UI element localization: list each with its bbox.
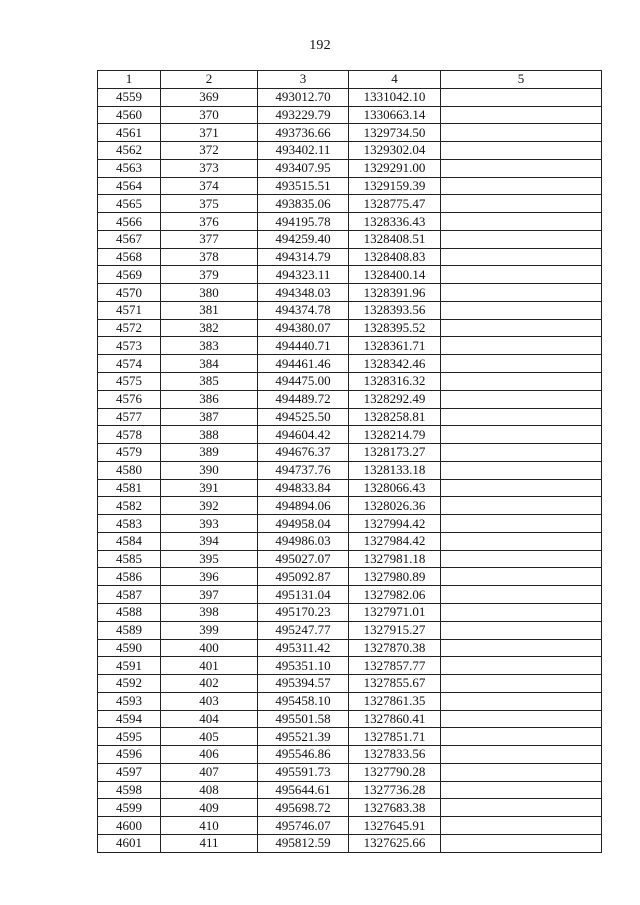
row-number-cell: 4599 xyxy=(98,799,161,817)
column-header: 5 xyxy=(441,71,602,89)
x-coordinate-cell: 495394.57 xyxy=(258,675,349,693)
point-number-cell: 380 xyxy=(161,284,258,302)
row-number-cell: 4568 xyxy=(98,248,161,266)
point-number-cell: 370 xyxy=(161,106,258,124)
notes-cell xyxy=(441,284,602,302)
point-number-cell: 400 xyxy=(161,639,258,657)
y-coordinate-cell: 1327980.89 xyxy=(349,568,441,586)
row-number-cell: 4598 xyxy=(98,781,161,799)
y-coordinate-cell: 1328342.46 xyxy=(349,355,441,373)
point-number-cell: 394 xyxy=(161,532,258,550)
row-number-cell: 4588 xyxy=(98,603,161,621)
point-number-cell: 409 xyxy=(161,799,258,817)
notes-cell xyxy=(441,177,602,195)
row-number-cell: 4567 xyxy=(98,230,161,248)
y-coordinate-cell: 1328026.36 xyxy=(349,497,441,515)
x-coordinate-cell: 494894.06 xyxy=(258,497,349,515)
point-number-cell: 391 xyxy=(161,479,258,497)
notes-cell xyxy=(441,301,602,319)
table-row xyxy=(98,639,602,657)
x-coordinate-cell: 494833.84 xyxy=(258,479,349,497)
point-number-cell: 398 xyxy=(161,603,258,621)
table-row xyxy=(98,497,602,515)
row-number-cell: 4597 xyxy=(98,763,161,781)
x-coordinate-cell: 495746.07 xyxy=(258,817,349,835)
column-header: 1 xyxy=(98,71,161,89)
y-coordinate-cell: 1328393.56 xyxy=(349,301,441,319)
x-coordinate-cell: 493407.95 xyxy=(258,159,349,177)
table-row xyxy=(98,177,602,195)
point-number-cell: 372 xyxy=(161,142,258,160)
notes-cell xyxy=(441,408,602,426)
table-row xyxy=(98,284,602,302)
table-row xyxy=(98,603,602,621)
point-number-cell: 407 xyxy=(161,763,258,781)
point-number-cell: 373 xyxy=(161,159,258,177)
y-coordinate-cell: 1329302.04 xyxy=(349,142,441,160)
point-number-cell: 385 xyxy=(161,373,258,391)
x-coordinate-cell: 494380.07 xyxy=(258,319,349,337)
row-number-cell: 4596 xyxy=(98,746,161,764)
point-number-cell: 411 xyxy=(161,834,258,852)
column-header: 3 xyxy=(258,71,349,89)
x-coordinate-cell: 493835.06 xyxy=(258,195,349,213)
table-row xyxy=(98,88,602,106)
y-coordinate-cell: 1329291.00 xyxy=(349,159,441,177)
table-row xyxy=(98,248,602,266)
notes-cell xyxy=(441,763,602,781)
notes-cell xyxy=(441,106,602,124)
y-coordinate-cell: 1328336.43 xyxy=(349,213,441,231)
row-number-cell: 4579 xyxy=(98,444,161,462)
table-row xyxy=(98,195,602,213)
row-number-cell: 4576 xyxy=(98,390,161,408)
x-coordinate-cell: 494489.72 xyxy=(258,390,349,408)
notes-cell xyxy=(441,213,602,231)
row-number-cell: 4590 xyxy=(98,639,161,657)
y-coordinate-cell: 1328133.18 xyxy=(349,461,441,479)
point-number-cell: 383 xyxy=(161,337,258,355)
notes-cell xyxy=(441,124,602,142)
point-number-cell: 377 xyxy=(161,230,258,248)
table-row xyxy=(98,799,602,817)
y-coordinate-cell: 1327982.06 xyxy=(349,586,441,604)
x-coordinate-cell: 494461.46 xyxy=(258,355,349,373)
x-coordinate-cell: 495092.87 xyxy=(258,568,349,586)
notes-cell xyxy=(441,586,602,604)
row-number-cell: 4591 xyxy=(98,657,161,675)
column-header: 4 xyxy=(349,71,441,89)
point-number-cell: 395 xyxy=(161,550,258,568)
point-number-cell: 382 xyxy=(161,319,258,337)
table-row xyxy=(98,675,602,693)
table-row xyxy=(98,106,602,124)
y-coordinate-cell: 1327645.91 xyxy=(349,817,441,835)
table-row xyxy=(98,550,602,568)
x-coordinate-cell: 495170.23 xyxy=(258,603,349,621)
notes-cell xyxy=(441,675,602,693)
point-number-cell: 379 xyxy=(161,266,258,284)
table-row xyxy=(98,444,602,462)
notes-cell xyxy=(441,390,602,408)
row-number-cell: 4593 xyxy=(98,692,161,710)
x-coordinate-cell: 493736.66 xyxy=(258,124,349,142)
point-number-cell: 387 xyxy=(161,408,258,426)
x-coordinate-cell: 494475.00 xyxy=(258,373,349,391)
row-number-cell: 4589 xyxy=(98,621,161,639)
x-coordinate-cell: 494958.04 xyxy=(258,515,349,533)
x-coordinate-cell: 494676.37 xyxy=(258,444,349,462)
notes-cell xyxy=(441,159,602,177)
point-number-cell: 371 xyxy=(161,124,258,142)
table-row xyxy=(98,746,602,764)
notes-cell xyxy=(441,497,602,515)
row-number-cell: 4560 xyxy=(98,106,161,124)
y-coordinate-cell: 1327790.28 xyxy=(349,763,441,781)
x-coordinate-cell: 494525.50 xyxy=(258,408,349,426)
table-row xyxy=(98,266,602,284)
point-number-cell: 378 xyxy=(161,248,258,266)
notes-cell xyxy=(441,142,602,160)
y-coordinate-cell: 1328292.49 xyxy=(349,390,441,408)
x-coordinate-cell: 494259.40 xyxy=(258,230,349,248)
x-coordinate-cell: 495247.77 xyxy=(258,621,349,639)
notes-cell xyxy=(441,692,602,710)
notes-cell xyxy=(441,728,602,746)
row-number-cell: 4566 xyxy=(98,213,161,231)
notes-cell xyxy=(441,799,602,817)
x-coordinate-cell: 495521.39 xyxy=(258,728,349,746)
row-number-cell: 4586 xyxy=(98,568,161,586)
x-coordinate-cell: 495591.73 xyxy=(258,763,349,781)
y-coordinate-cell: 1328316.32 xyxy=(349,373,441,391)
y-coordinate-cell: 1327833.56 xyxy=(349,746,441,764)
x-coordinate-cell: 494440.71 xyxy=(258,337,349,355)
table-row xyxy=(98,426,602,444)
row-number-cell: 4564 xyxy=(98,177,161,195)
y-coordinate-cell: 1327625.66 xyxy=(349,834,441,852)
x-coordinate-cell: 493402.11 xyxy=(258,142,349,160)
notes-cell xyxy=(441,426,602,444)
y-coordinate-cell: 1327981.18 xyxy=(349,550,441,568)
point-number-cell: 405 xyxy=(161,728,258,746)
table-row xyxy=(98,461,602,479)
y-coordinate-cell: 1330663.14 xyxy=(349,106,441,124)
row-number-cell: 4585 xyxy=(98,550,161,568)
table-row xyxy=(98,301,602,319)
x-coordinate-cell: 495501.58 xyxy=(258,710,349,728)
y-coordinate-cell: 1328408.83 xyxy=(349,248,441,266)
row-number-cell: 4582 xyxy=(98,497,161,515)
x-coordinate-cell: 495351.10 xyxy=(258,657,349,675)
table-row xyxy=(98,319,602,337)
notes-cell xyxy=(441,248,602,266)
point-number-cell: 397 xyxy=(161,586,258,604)
row-number-cell: 4595 xyxy=(98,728,161,746)
table-row xyxy=(98,781,602,799)
notes-cell xyxy=(441,621,602,639)
notes-cell xyxy=(441,550,602,568)
row-number-cell: 4592 xyxy=(98,675,161,693)
y-coordinate-cell: 1328173.27 xyxy=(349,444,441,462)
y-coordinate-cell: 1327984.42 xyxy=(349,532,441,550)
y-coordinate-cell: 1331042.10 xyxy=(349,88,441,106)
table-row xyxy=(98,710,602,728)
row-number-cell: 4580 xyxy=(98,461,161,479)
x-coordinate-cell: 494323.11 xyxy=(258,266,349,284)
notes-cell xyxy=(441,230,602,248)
table-row xyxy=(98,479,602,497)
x-coordinate-cell: 495131.04 xyxy=(258,586,349,604)
y-coordinate-cell: 1327857.77 xyxy=(349,657,441,675)
row-number-cell: 4565 xyxy=(98,195,161,213)
y-coordinate-cell: 1327915.27 xyxy=(349,621,441,639)
header-row xyxy=(98,71,602,89)
table-row xyxy=(98,834,602,852)
point-number-cell: 393 xyxy=(161,515,258,533)
y-coordinate-cell: 1327683.38 xyxy=(349,799,441,817)
table-row xyxy=(98,142,602,160)
notes-cell xyxy=(441,355,602,373)
x-coordinate-cell: 494348.03 xyxy=(258,284,349,302)
row-number-cell: 4575 xyxy=(98,373,161,391)
point-number-cell: 408 xyxy=(161,781,258,799)
notes-cell xyxy=(441,834,602,852)
table-row xyxy=(98,213,602,231)
notes-cell xyxy=(441,532,602,550)
y-coordinate-cell: 1327870.38 xyxy=(349,639,441,657)
notes-cell xyxy=(441,781,602,799)
row-number-cell: 4573 xyxy=(98,337,161,355)
table-row xyxy=(98,763,602,781)
notes-cell xyxy=(441,817,602,835)
row-number-cell: 4572 xyxy=(98,319,161,337)
x-coordinate-cell: 495644.61 xyxy=(258,781,349,799)
page-number: 192 xyxy=(309,38,331,53)
table-body xyxy=(98,88,602,852)
point-number-cell: 369 xyxy=(161,88,258,106)
x-coordinate-cell: 495311.42 xyxy=(258,639,349,657)
y-coordinate-cell: 1329734.50 xyxy=(349,124,441,142)
x-coordinate-cell: 493012.70 xyxy=(258,88,349,106)
point-number-cell: 389 xyxy=(161,444,258,462)
row-number-cell: 4559 xyxy=(98,88,161,106)
point-number-cell: 396 xyxy=(161,568,258,586)
table-row xyxy=(98,230,602,248)
point-number-cell: 390 xyxy=(161,461,258,479)
y-coordinate-cell: 1327851.71 xyxy=(349,728,441,746)
row-number-cell: 4601 xyxy=(98,834,161,852)
x-coordinate-cell: 495812.59 xyxy=(258,834,349,852)
notes-cell xyxy=(441,373,602,391)
point-number-cell: 406 xyxy=(161,746,258,764)
row-number-cell: 4581 xyxy=(98,479,161,497)
notes-cell xyxy=(441,639,602,657)
point-number-cell: 392 xyxy=(161,497,258,515)
column-header: 2 xyxy=(161,71,258,89)
table-row xyxy=(98,657,602,675)
notes-cell xyxy=(441,461,602,479)
point-number-cell: 381 xyxy=(161,301,258,319)
y-coordinate-cell: 1328775.47 xyxy=(349,195,441,213)
y-coordinate-cell: 1328395.52 xyxy=(349,319,441,337)
table-row xyxy=(98,355,602,373)
y-coordinate-cell: 1328066.43 xyxy=(349,479,441,497)
x-coordinate-cell: 495458.10 xyxy=(258,692,349,710)
y-coordinate-cell: 1328258.81 xyxy=(349,408,441,426)
table-row xyxy=(98,373,602,391)
x-coordinate-cell: 494986.03 xyxy=(258,532,349,550)
notes-cell xyxy=(441,515,602,533)
notes-cell xyxy=(441,746,602,764)
y-coordinate-cell: 1327861.35 xyxy=(349,692,441,710)
x-coordinate-cell: 494314.79 xyxy=(258,248,349,266)
row-number-cell: 4562 xyxy=(98,142,161,160)
y-coordinate-cell: 1327736.28 xyxy=(349,781,441,799)
point-number-cell: 384 xyxy=(161,355,258,373)
notes-cell xyxy=(441,88,602,106)
table-row xyxy=(98,515,602,533)
row-number-cell: 4570 xyxy=(98,284,161,302)
point-number-cell: 388 xyxy=(161,426,258,444)
table-row xyxy=(98,390,602,408)
table-row xyxy=(98,568,602,586)
y-coordinate-cell: 1328400.14 xyxy=(349,266,441,284)
row-number-cell: 4600 xyxy=(98,817,161,835)
notes-cell xyxy=(441,657,602,675)
row-number-cell: 4594 xyxy=(98,710,161,728)
notes-cell xyxy=(441,266,602,284)
row-number-cell: 4583 xyxy=(98,515,161,533)
notes-cell xyxy=(441,710,602,728)
x-coordinate-cell: 495027.07 xyxy=(258,550,349,568)
table-row xyxy=(98,728,602,746)
notes-cell xyxy=(441,337,602,355)
y-coordinate-cell: 1327994.42 xyxy=(349,515,441,533)
row-number-cell: 4569 xyxy=(98,266,161,284)
y-coordinate-cell: 1327860.41 xyxy=(349,710,441,728)
table-row xyxy=(98,159,602,177)
table-row xyxy=(98,692,602,710)
x-coordinate-cell: 495698.72 xyxy=(258,799,349,817)
point-number-cell: 376 xyxy=(161,213,258,231)
y-coordinate-cell: 1328214.79 xyxy=(349,426,441,444)
point-number-cell: 386 xyxy=(161,390,258,408)
x-coordinate-cell: 494374.78 xyxy=(258,301,349,319)
notes-cell xyxy=(441,568,602,586)
notes-cell xyxy=(441,603,602,621)
table-row xyxy=(98,532,602,550)
row-number-cell: 4584 xyxy=(98,532,161,550)
point-number-cell: 374 xyxy=(161,177,258,195)
y-coordinate-cell: 1329159.39 xyxy=(349,177,441,195)
point-number-cell: 410 xyxy=(161,817,258,835)
x-coordinate-cell: 494737.76 xyxy=(258,461,349,479)
notes-cell xyxy=(441,479,602,497)
x-coordinate-cell: 493229.79 xyxy=(258,106,349,124)
table-header xyxy=(98,71,602,89)
table-row xyxy=(98,124,602,142)
x-coordinate-cell: 494195.78 xyxy=(258,213,349,231)
notes-cell xyxy=(441,195,602,213)
point-number-cell: 399 xyxy=(161,621,258,639)
coordinates-table xyxy=(97,70,602,853)
row-number-cell: 4571 xyxy=(98,301,161,319)
row-number-cell: 4561 xyxy=(98,124,161,142)
y-coordinate-cell: 1328361.71 xyxy=(349,337,441,355)
row-number-cell: 4577 xyxy=(98,408,161,426)
table-row xyxy=(98,586,602,604)
notes-cell xyxy=(441,444,602,462)
point-number-cell: 402 xyxy=(161,675,258,693)
table-row xyxy=(98,621,602,639)
point-number-cell: 404 xyxy=(161,710,258,728)
point-number-cell: 401 xyxy=(161,657,258,675)
row-number-cell: 4578 xyxy=(98,426,161,444)
x-coordinate-cell: 495546.86 xyxy=(258,746,349,764)
y-coordinate-cell: 1328408.51 xyxy=(349,230,441,248)
table-row xyxy=(98,408,602,426)
row-number-cell: 4563 xyxy=(98,159,161,177)
table-row xyxy=(98,337,602,355)
point-number-cell: 375 xyxy=(161,195,258,213)
x-coordinate-cell: 493515.51 xyxy=(258,177,349,195)
y-coordinate-cell: 1328391.96 xyxy=(349,284,441,302)
table-row xyxy=(98,817,602,835)
notes-cell xyxy=(441,319,602,337)
point-number-cell: 403 xyxy=(161,692,258,710)
x-coordinate-cell: 494604.42 xyxy=(258,426,349,444)
row-number-cell: 4587 xyxy=(98,586,161,604)
row-number-cell: 4574 xyxy=(98,355,161,373)
y-coordinate-cell: 1327855.67 xyxy=(349,675,441,693)
y-coordinate-cell: 1327971.01 xyxy=(349,603,441,621)
